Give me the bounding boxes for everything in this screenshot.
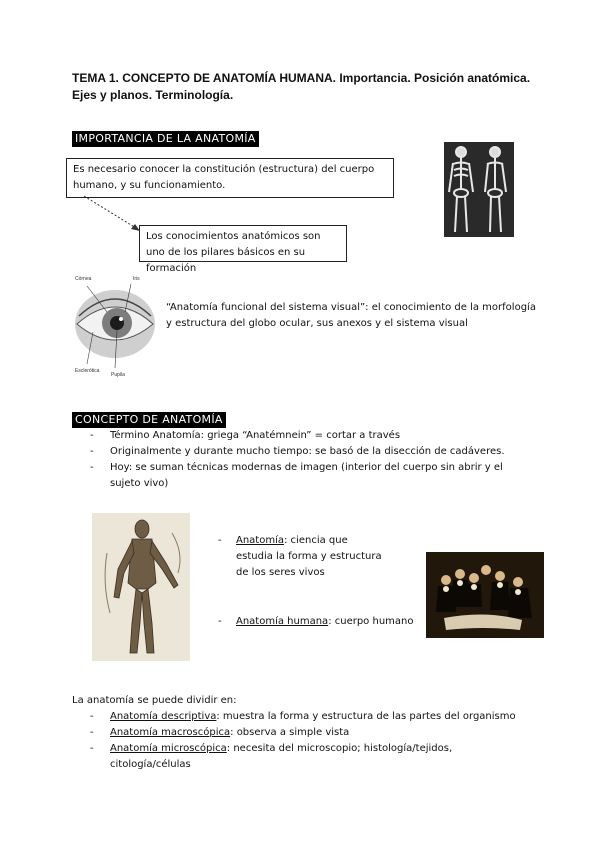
eye-diagram xyxy=(73,272,158,380)
list-item: - Hoy: se suman técnicas modernas de imagen (interior del cuerpo sin abrir y el sujeto vivo) xyxy=(90,462,503,489)
eye-label-pupila: Pupila xyxy=(111,372,125,378)
eye-label-esclerotica: Esclerótica xyxy=(75,368,100,374)
eye-label-iris: Iris xyxy=(133,276,140,282)
eye-label-cornea: Córnea xyxy=(75,276,92,282)
list-item: - Anatomía descriptiva: muestra la forma y estructura de las partes del organismo xyxy=(90,711,516,722)
note-box-pillars: Los conocimientos anatómicos son uno de los pilares básicos en su formación xyxy=(139,225,347,262)
list-item: - Término Anatomía: griega “Anatémnein” = cortar a través xyxy=(90,430,401,441)
term-anatomia: Anatomía xyxy=(236,535,284,546)
term-anatomia-humana: Anatomía humana xyxy=(236,616,329,627)
muscle-figure-illustration xyxy=(92,513,190,661)
section-heading-concepto: CONCEPTO DE ANATOMÍA xyxy=(72,412,226,428)
skeleton-image xyxy=(444,142,514,237)
eye-caption: “Anatomía funcional del sistema visual”: el conocimiento de la morfología y estructura del globo ocular, sus anexos y el sistema visual xyxy=(166,302,536,329)
list-item: - Originalmente y durante mucho tiempo: se basó de la disección de cadáveres. xyxy=(90,446,505,457)
list-item: - Anatomía macroscópica: observa a simple vista xyxy=(90,727,350,738)
anatomy-lesson-painting xyxy=(426,552,544,638)
anatomical-figure-image xyxy=(92,513,190,661)
definition-anatomia-humana: - Anatomía humana: cuerpo humano xyxy=(218,616,414,627)
painting-illustration xyxy=(426,552,544,638)
skeleton-illustration xyxy=(444,142,514,237)
page-title: TEMA 1. CONCEPTO DE ANATOMÍA HUMANA. Importancia. Posición anatómica. Ejes y planos. Terminología. xyxy=(72,71,531,102)
list-item: - Anatomía microscópica: necesita del microscopio; histología/tejidos, citología/células xyxy=(90,743,453,770)
division-intro: La anatomía se puede dividir en: xyxy=(72,695,237,706)
eye-illustration xyxy=(73,272,158,380)
note-box-structure: Es necesario conocer la constitución (estructura) del cuerpo humano, y su funcionamiento. xyxy=(66,158,394,198)
concepto-list xyxy=(90,428,530,492)
division-list xyxy=(90,709,530,773)
section-heading-importancia: IMPORTANCIA DE LA ANATOMÍA xyxy=(72,131,259,147)
definition-anatomia: - Anatomía: ciencia que estudia la forma y estructura de los seres vivos xyxy=(218,535,382,578)
